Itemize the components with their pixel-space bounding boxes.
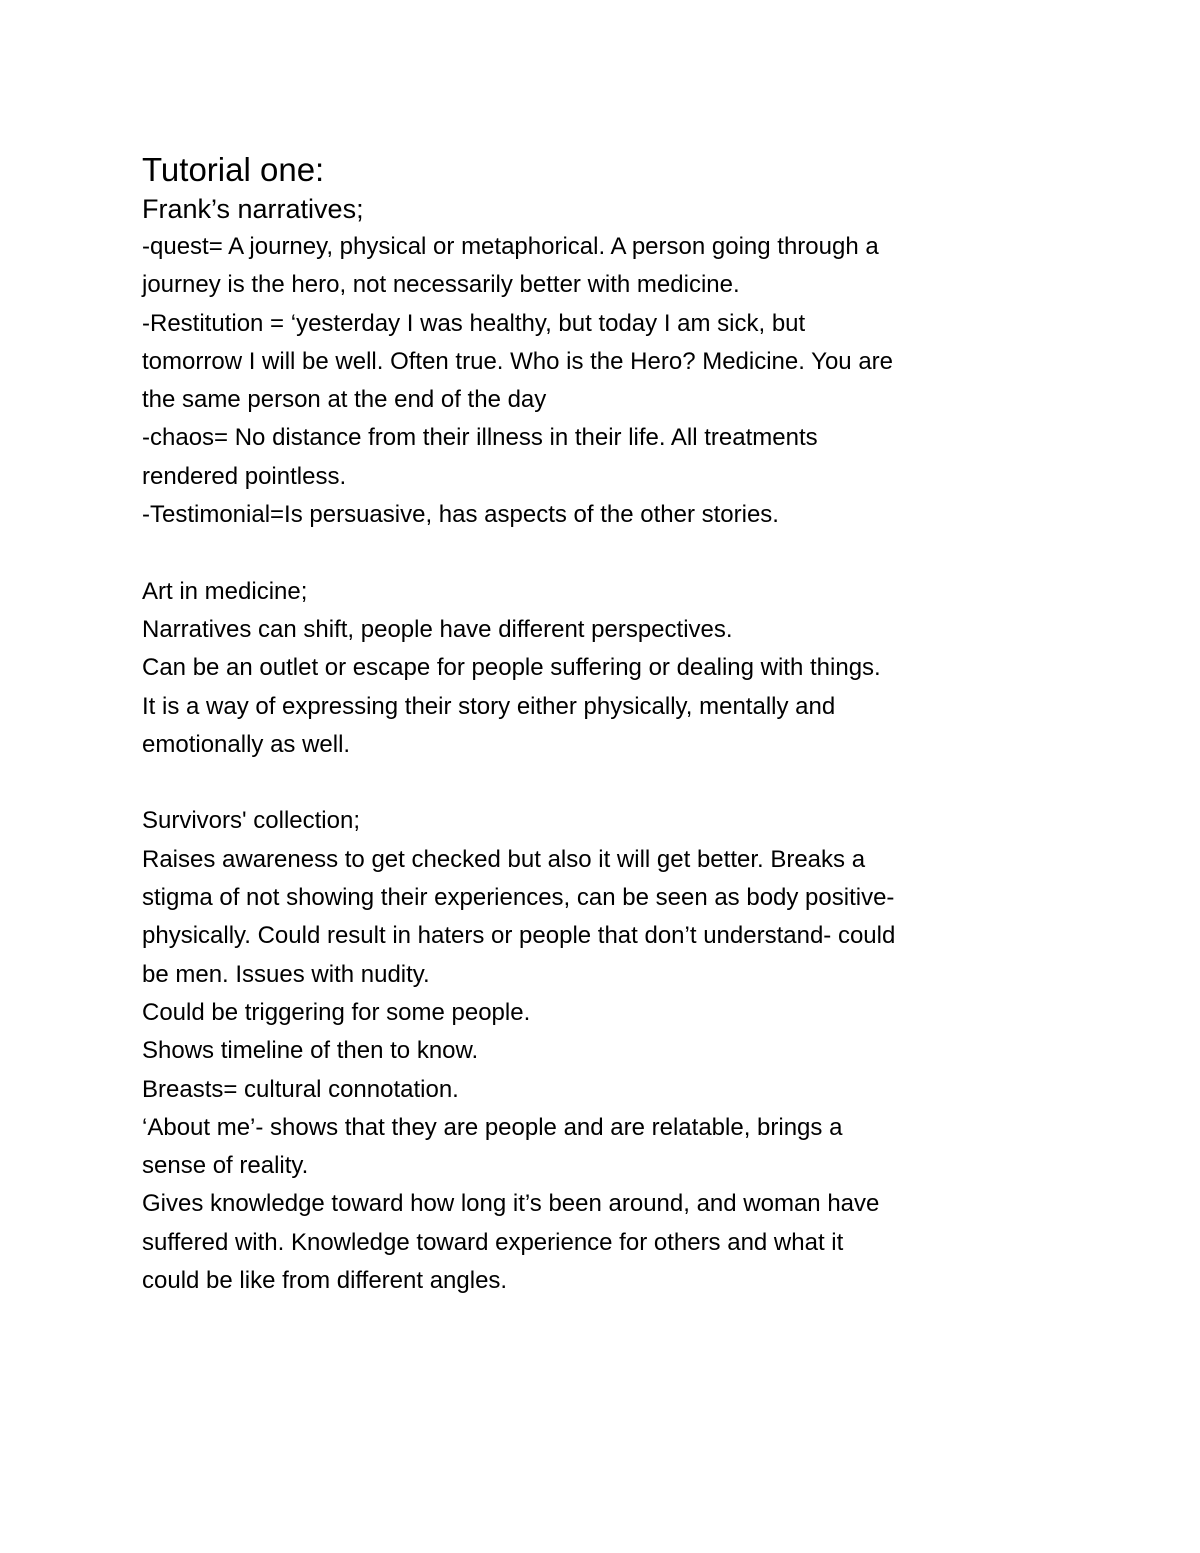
section-heading-survivors-collection: Survivors' collection;	[142, 807, 360, 835]
text-line: rendered pointless.	[142, 462, 347, 490]
text-line: Gives knowledge toward how long it’s been around, and woman have	[142, 1190, 880, 1218]
section-heading-franks-narratives: Frank’s narratives;	[142, 194, 364, 224]
text-line: journey is the hero, not necessarily better with medicine.	[142, 271, 740, 299]
text-line: be men. Issues with nudity.	[142, 960, 430, 988]
document-title: Tutorial one:	[142, 151, 325, 188]
section-heading-art-in-medicine: Art in medicine;	[142, 577, 308, 605]
text-line: physically. Could result in haters or people that don’t understand- could	[142, 922, 896, 950]
text-line: Breasts= cultural connotation.	[142, 1075, 459, 1103]
text-line: tomorrow I will be well. Often true. Who is the Hero? Medicine. You are	[142, 347, 894, 375]
text-line: could be like from different angles.	[142, 1267, 508, 1295]
text-line: It is a way of expressing their story either physically, mentally and	[142, 692, 836, 720]
text-line: Shows timeline of then to know.	[142, 1037, 479, 1065]
text-line: -Restitution = ‘yesterday I was healthy, but today I am sick, but	[142, 309, 806, 337]
text-line: emotionally as well.	[142, 730, 351, 758]
text-line: the same person at the end of the day	[142, 386, 547, 414]
text-line: suffered with. Knowledge toward experience for others and what it	[142, 1228, 844, 1256]
text-line: Can be an outlet or escape for people suffering or dealing with things.	[142, 654, 881, 682]
text-line: ‘About me’- shows that they are people and are relatable, brings a	[142, 1113, 843, 1141]
text-line: -chaos= No distance from their illness in their life. All treatments	[142, 424, 818, 452]
text-line: -quest= A journey, physical or metaphorical. A person going through a	[142, 233, 879, 260]
document-body	[142, 150, 1072, 1300]
text-line: -Testimonial=Is persuasive, has aspects of the other stories.	[142, 501, 779, 529]
text-line: Raises awareness to get checked but also it will get better. Breaks a	[142, 845, 866, 873]
text-line: Narratives can shift, people have different perspectives.	[142, 615, 733, 643]
text-line: stigma of not showing their experiences, can be seen as body positive-	[142, 884, 895, 912]
text-line: Could be triggering for some people.	[142, 998, 531, 1026]
text-line: sense of reality.	[142, 1152, 309, 1180]
paragraph-spacer	[142, 764, 1072, 802]
paragraph-spacer	[142, 534, 1072, 572]
